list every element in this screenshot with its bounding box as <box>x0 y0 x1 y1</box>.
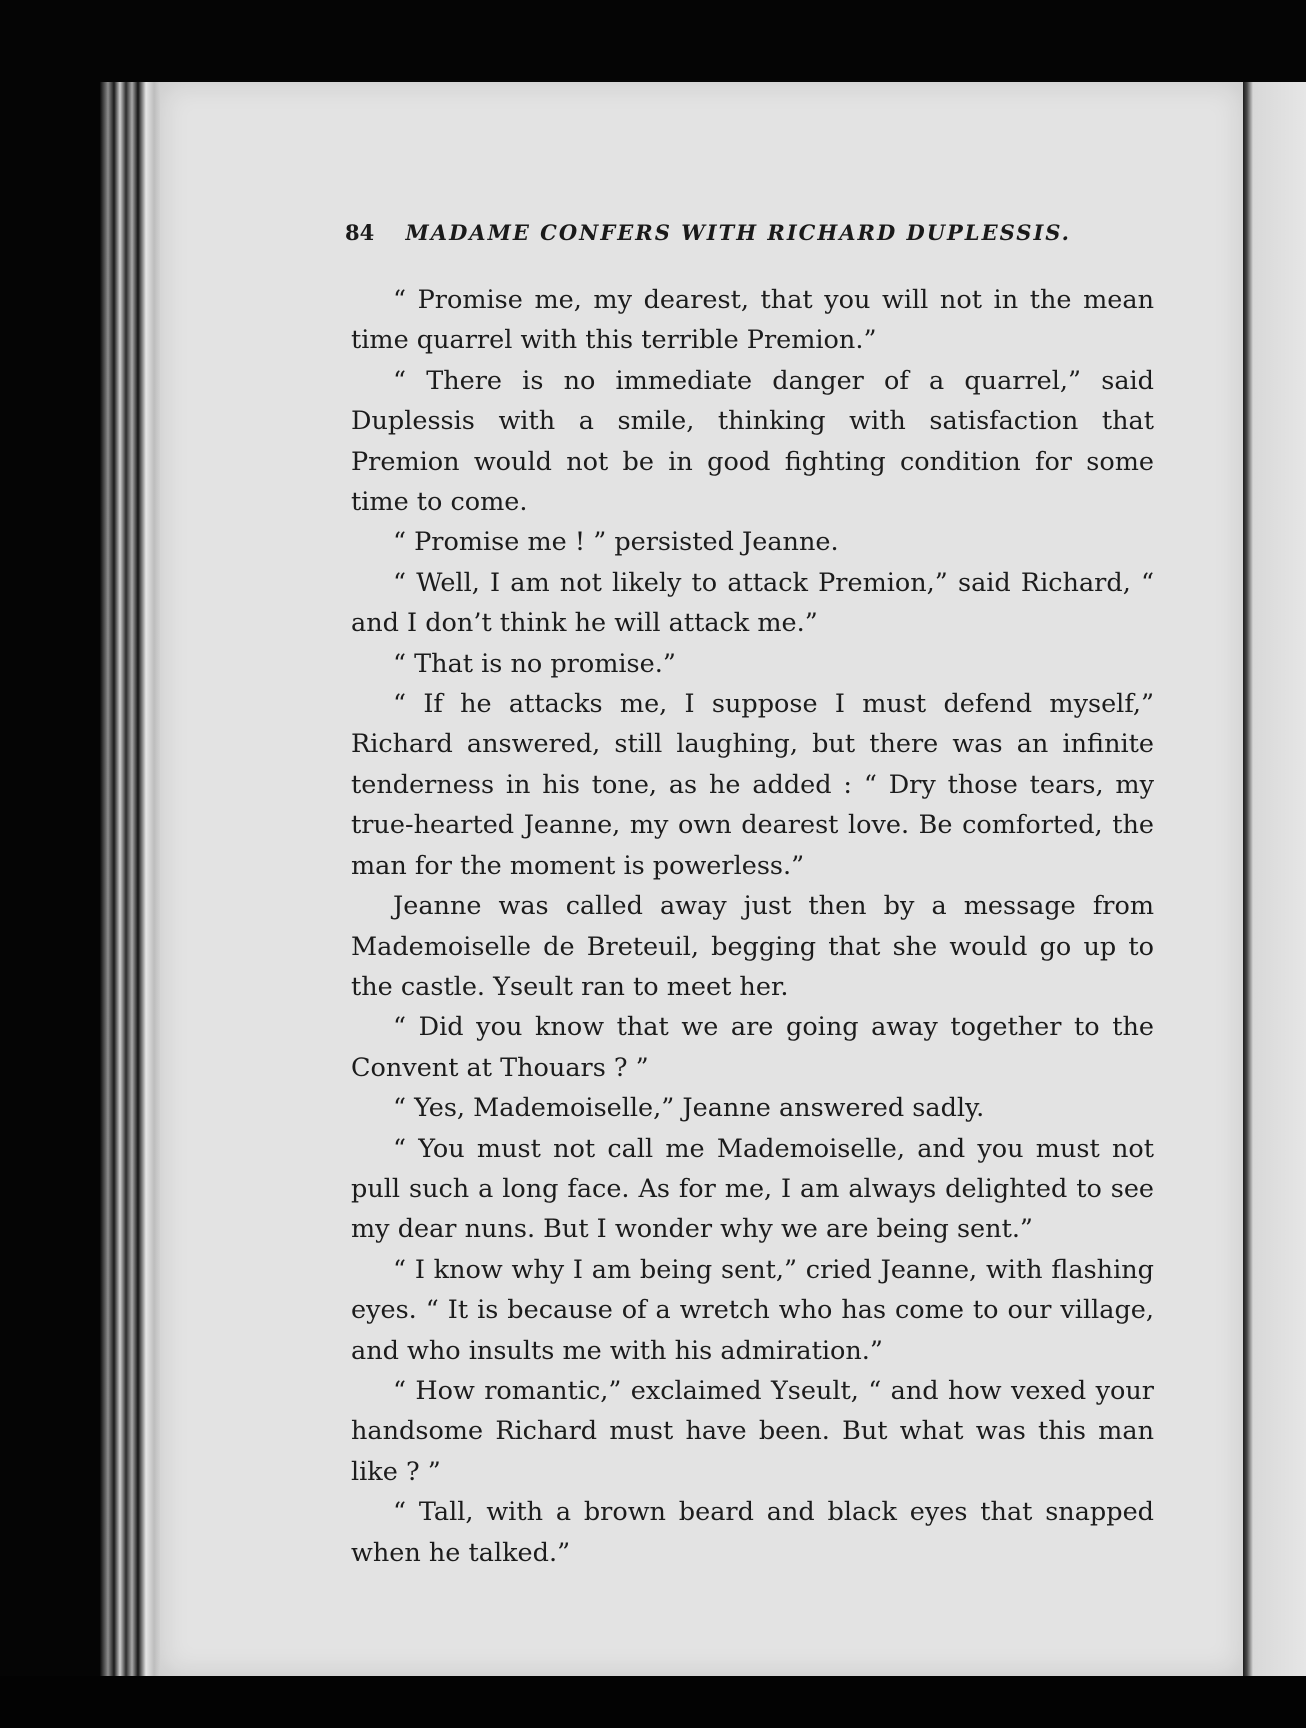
paragraph: “ Yes, Mademoiselle,” Jeanne answered sadly. <box>393 1093 985 1124</box>
paragraph: “ Promise me ! ” persisted Jeanne. <box>393 527 839 558</box>
paragraph: “ Promise me, my dearest, that you will not in the mean time quarrel with this terrible Premion.” <box>351 285 1154 356</box>
paragraph: “ If he attacks me, I suppose I must defend myself,” Richard answered, still laughing, but there was an infinite tenderness in his tone, as he added : “ Dry those tears, my true-hearted Jeanne, my own dearest love. Be comforted, the man for the moment is powerless.” <box>351 689 1154 881</box>
book-page-edges <box>100 82 162 1676</box>
paragraph: “ That is no promise.” <box>393 648 676 679</box>
paragraph: “ Tall, with a brown beard and black eyes that snapped when he talked.” <box>351 1497 1154 1568</box>
paragraph: Jeanne was called away just then by a message from Mademoiselle de Breteuil, begging that she would go up to the castle. Yseult ran to meet her. <box>351 891 1154 1002</box>
paragraph: “ I know why I am being sent,” cried Jeanne, with flashing eyes. “ It is because of a wretch who has come to our village, and who insults me with his admiration.” <box>351 1254 1154 1366</box>
paragraph: “ There is no immediate danger of a quarrel,” said Duplessis with a smile, thinking with satisfaction that Premion would not be in good fighting condition for some time to come. <box>351 365 1154 518</box>
page-number: 84 <box>345 220 375 245</box>
paragraph: “ You must not call me Mademoiselle, and you must not pull such a long face. As for me, I am always delighted to see my dear nuns. But I wonder why we are being sent.” <box>351 1133 1154 1245</box>
body-text <box>351 280 1154 1573</box>
paragraph: “ How romantic,” exclaimed Yseult, “ and how vexed your handsome Richard must have been. But what was this man like ? ” <box>351 1375 1154 1487</box>
paragraph: “ Did you know that we are going away together to the Convent at Thouars ? ” <box>351 1012 1154 1083</box>
running-title: MADAME CONFERS WITH RICHARD DUPLESSIS. <box>405 220 1071 245</box>
facing-page-edge <box>1243 82 1306 1676</box>
paragraph: “ Well, I am not likely to attack Premion,” said Richard, “ and I don’t think he will attack me.” <box>351 567 1154 639</box>
running-head <box>345 220 1145 260</box>
scan-border <box>0 1676 1306 1728</box>
